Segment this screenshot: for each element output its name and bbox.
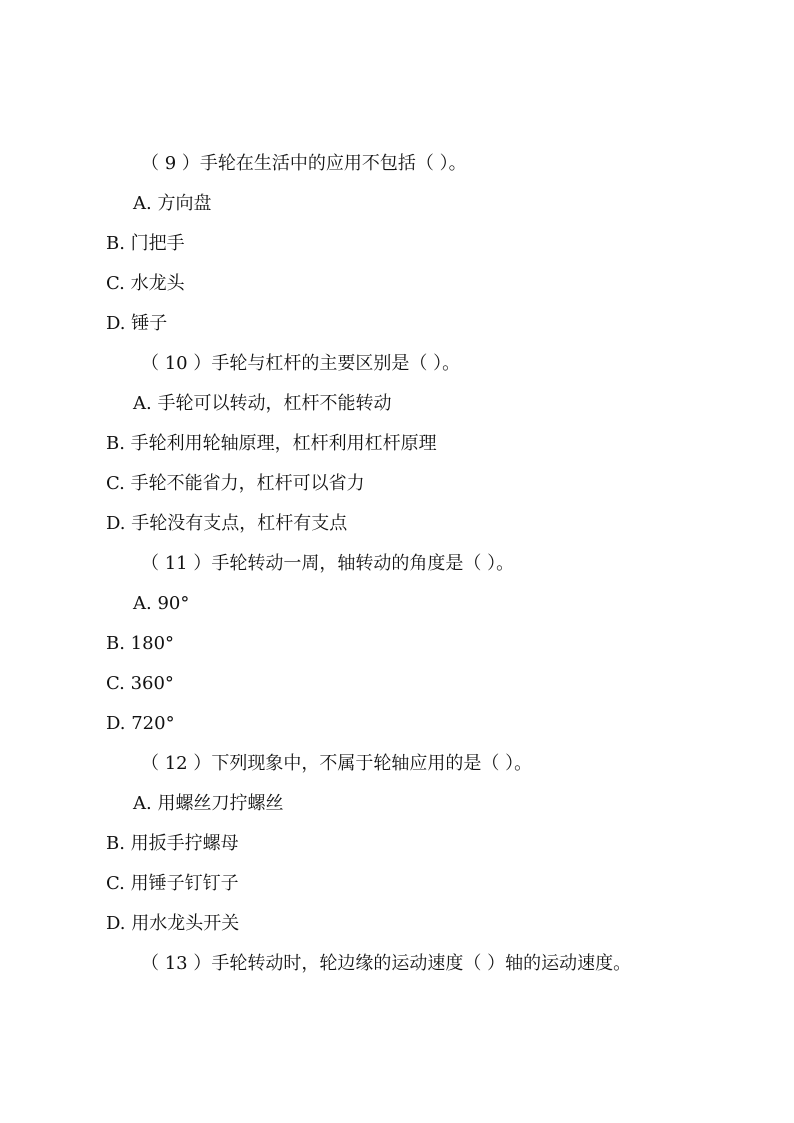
option-a: A. 用螺丝刀拧螺丝 [133, 793, 284, 814]
option-c: C. 用锤子钉钉子 [106, 873, 239, 894]
option-a: A. 手轮可以转动，杠杆不能转动 [133, 393, 392, 414]
option-a: A. 90° [133, 593, 190, 614]
question-stem: （ 13 ）手轮转动时，轮边缘的运动速度（ ）轴的运动速度。 [141, 953, 632, 974]
option-d: D. 用水龙头开关 [106, 913, 240, 934]
option-d: D. 720° [106, 713, 175, 734]
question-stem: （ 11 ）手轮转动一周，轴转动的角度是（ ）。 [141, 553, 515, 574]
option-b: B. 手轮利用轮轴原理，杠杆利用杠杆原理 [106, 433, 437, 454]
option-b: B. 门把手 [106, 233, 185, 254]
option-c: C. 手轮不能省力，杠杆可以省力 [106, 473, 365, 494]
question-stem: （ 12 ）下列现象中，不属于轮轴应用的是（ ）。 [141, 753, 533, 774]
option-a: A. 方向盘 [133, 193, 212, 214]
option-c: C. 水龙头 [106, 273, 185, 294]
option-d: D. 手轮没有支点，杠杆有支点 [106, 513, 348, 534]
option-b: B. 用扳手拧螺母 [106, 833, 239, 854]
question-stem: （ 9 ）手轮在生活中的应用不包括（ ）。 [141, 153, 467, 174]
option-b: B. 180° [106, 633, 175, 654]
option-c: C. 360° [106, 673, 174, 694]
question-stem: （ 10 ）手轮与杠杆的主要区别是（ ）。 [141, 353, 461, 374]
option-d: D. 锤子 [106, 313, 168, 334]
